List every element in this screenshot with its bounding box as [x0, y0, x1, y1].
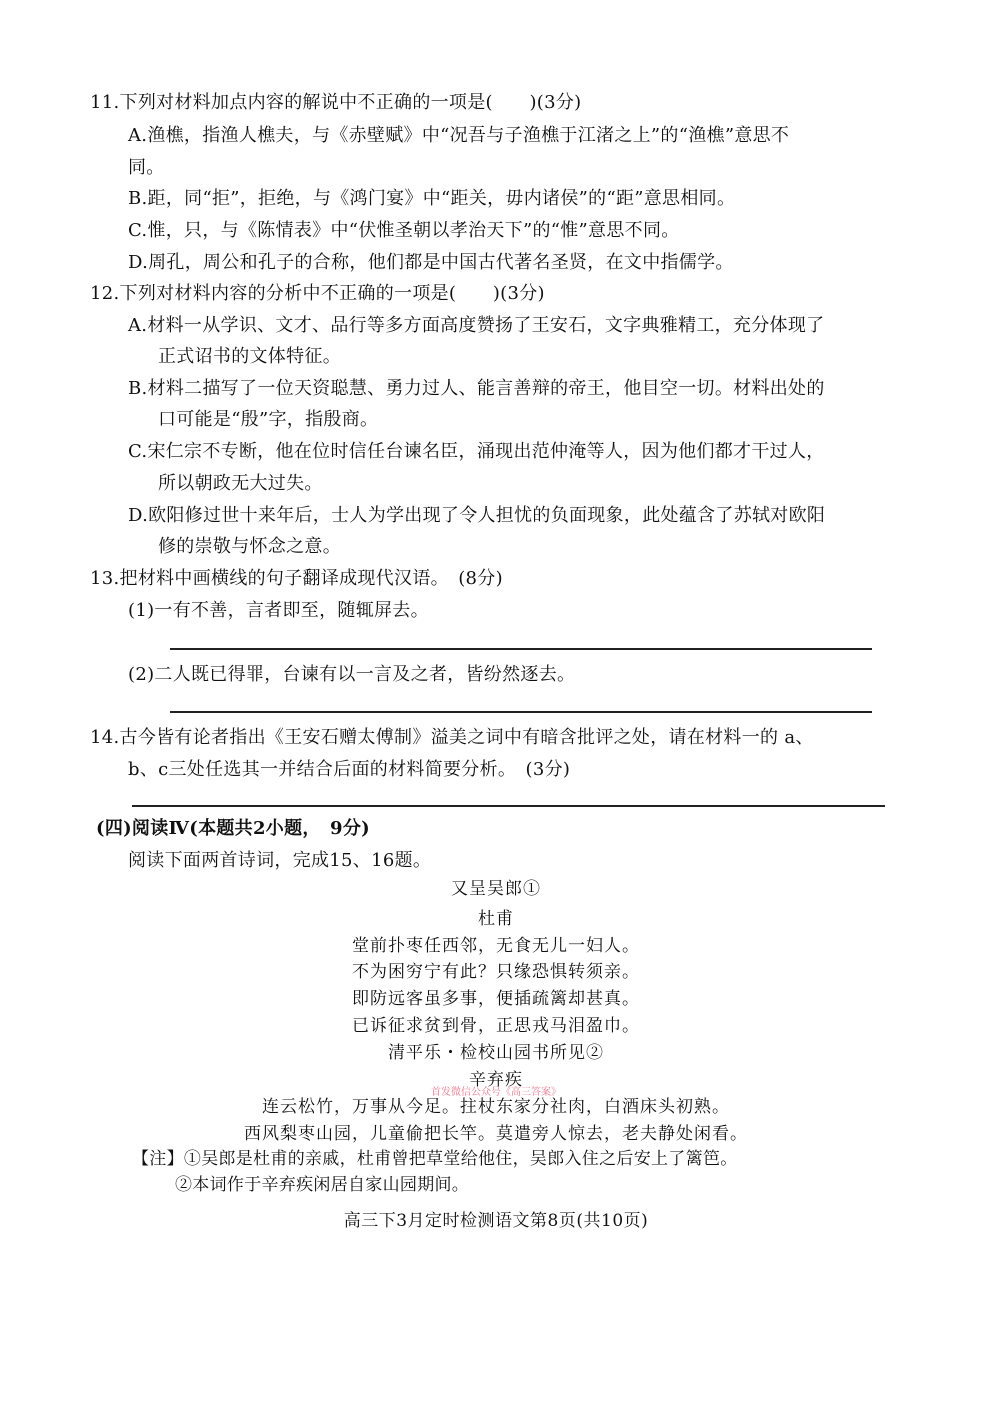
q14-stem-cont: b、c三处任选其一并结合后面的材料简要分析。 (3分)	[128, 759, 571, 780]
poem2-line: 连云松竹，万事从今足。拄杖东家分社肉，白酒床头初熟。	[262, 1097, 730, 1117]
q12-option-c-cont: 所以朝政无大过失。	[158, 473, 323, 494]
q11-option-a-cont: 同。	[128, 157, 165, 178]
q11-stem: 11.下列对材料加点内容的解说中不正确的一项是( )(3分)	[90, 92, 582, 113]
q11-option-a: A.渔樵，指渔人樵夫，与《赤壁赋》中“况吾与子渔樵于江渚之上”的“渔樵”意思不	[128, 125, 790, 146]
poem1-title: 又呈吴郎①	[451, 879, 541, 899]
poem2-title: 清平乐・检校山园书所见②	[388, 1043, 604, 1063]
q11-option-b: B.距，同“拒”，拒绝，与《鸿门宴》中“距关，毋内诸侯”的“距”意思相同。	[128, 188, 736, 209]
q12-option-a: A.材料一从学识、文才、品行等多方面高度赞扬了王安石，文字典雅精工，充分体现了	[128, 315, 825, 336]
page-footer: 高三下3月定时检测语文第8页(共10页)	[343, 1211, 649, 1231]
q11-option-d: D.周孔，周公和孔子的合称，他们都是中国古代著名圣贤，在文中指儒学。	[128, 252, 734, 273]
poem2-author: 辛弃疾	[469, 1070, 523, 1090]
q14-stem: 14.古今皆有论者指出《王安石赠太傅制》溢美之词中有暗含批评之处，请在材料一的 a、	[90, 727, 814, 748]
answer-line-2[interactable]	[170, 711, 872, 713]
q12-option-d: D.欧阳修过世十来年后，士人为学出现了令人担忧的负面现象，此处蕴含了苏轼对欧阳	[128, 505, 826, 526]
q12-stem: 12.下列对材料内容的分析中不正确的一项是( )(3分)	[90, 283, 545, 304]
q13-sentence-2: (2)二人既已得罪，台谏有以一言及之者，皆纷然逐去。	[128, 664, 576, 685]
section-title: (四)阅读Ⅳ(本题共2小题， 9分)	[96, 818, 370, 839]
q13-stem: 13.把材料中画横线的句子翻译成现代汉语。 (8分)	[90, 568, 503, 589]
q12-option-b-cont: 口可能是“殷”字，指殷商。	[158, 409, 379, 430]
note-2: ②本词作于辛弃疾闲居自家山园期间。	[175, 1175, 470, 1195]
q12-option-b: B.材料二描写了一位天资聪慧、勇力过人、能言善辩的帝王，他目空一切。材料出处的	[128, 378, 825, 399]
q11-option-c: C.惟，只，与《陈情表》中“伏惟圣朝以孝治天下”的“惟”意思不同。	[128, 220, 680, 241]
section-intro: 阅读下面两首诗词，完成15、16题。	[128, 850, 432, 871]
poem1-line: 不为困穷宁有此？只缘恐惧转须亲。	[352, 962, 640, 982]
poem1-line: 已诉征求贫到骨，正思戎马泪盈巾。	[352, 1016, 640, 1036]
answer-line-1[interactable]	[170, 648, 872, 650]
q12-option-d-cont: 修的崇敬与怀念之意。	[158, 536, 341, 557]
note-1: 【注】①吴郎是杜甫的亲戚，杜甫曾把草堂给他住，吴郎入住之后安上了篱笆。	[132, 1149, 738, 1169]
q12-option-c: C.宋仁宗不专断，他在位时信任台谏名臣，涌现出范仲淹等人，因为他们都才干过人，	[128, 441, 825, 462]
poem1-line: 即防远客虽多事，便插疏篱却甚真。	[352, 989, 640, 1009]
poem1-author: 杜甫	[478, 909, 514, 929]
q12-option-a-cont: 正式诏书的文体特征。	[158, 346, 341, 367]
q13-sentence-1: (1)一有不善，言者即至，随辄屏去。	[128, 600, 429, 621]
watermark: 首发微信公众号《高三答案》	[431, 1087, 561, 1098]
answer-line-3[interactable]	[132, 805, 885, 807]
poem2-line: 西风梨枣山园，儿童偷把长竿。莫遣旁人惊去，老夫静处闲看。	[244, 1124, 748, 1144]
poem1-line: 堂前扑枣任西邻，无食无儿一妇人。	[352, 936, 640, 956]
